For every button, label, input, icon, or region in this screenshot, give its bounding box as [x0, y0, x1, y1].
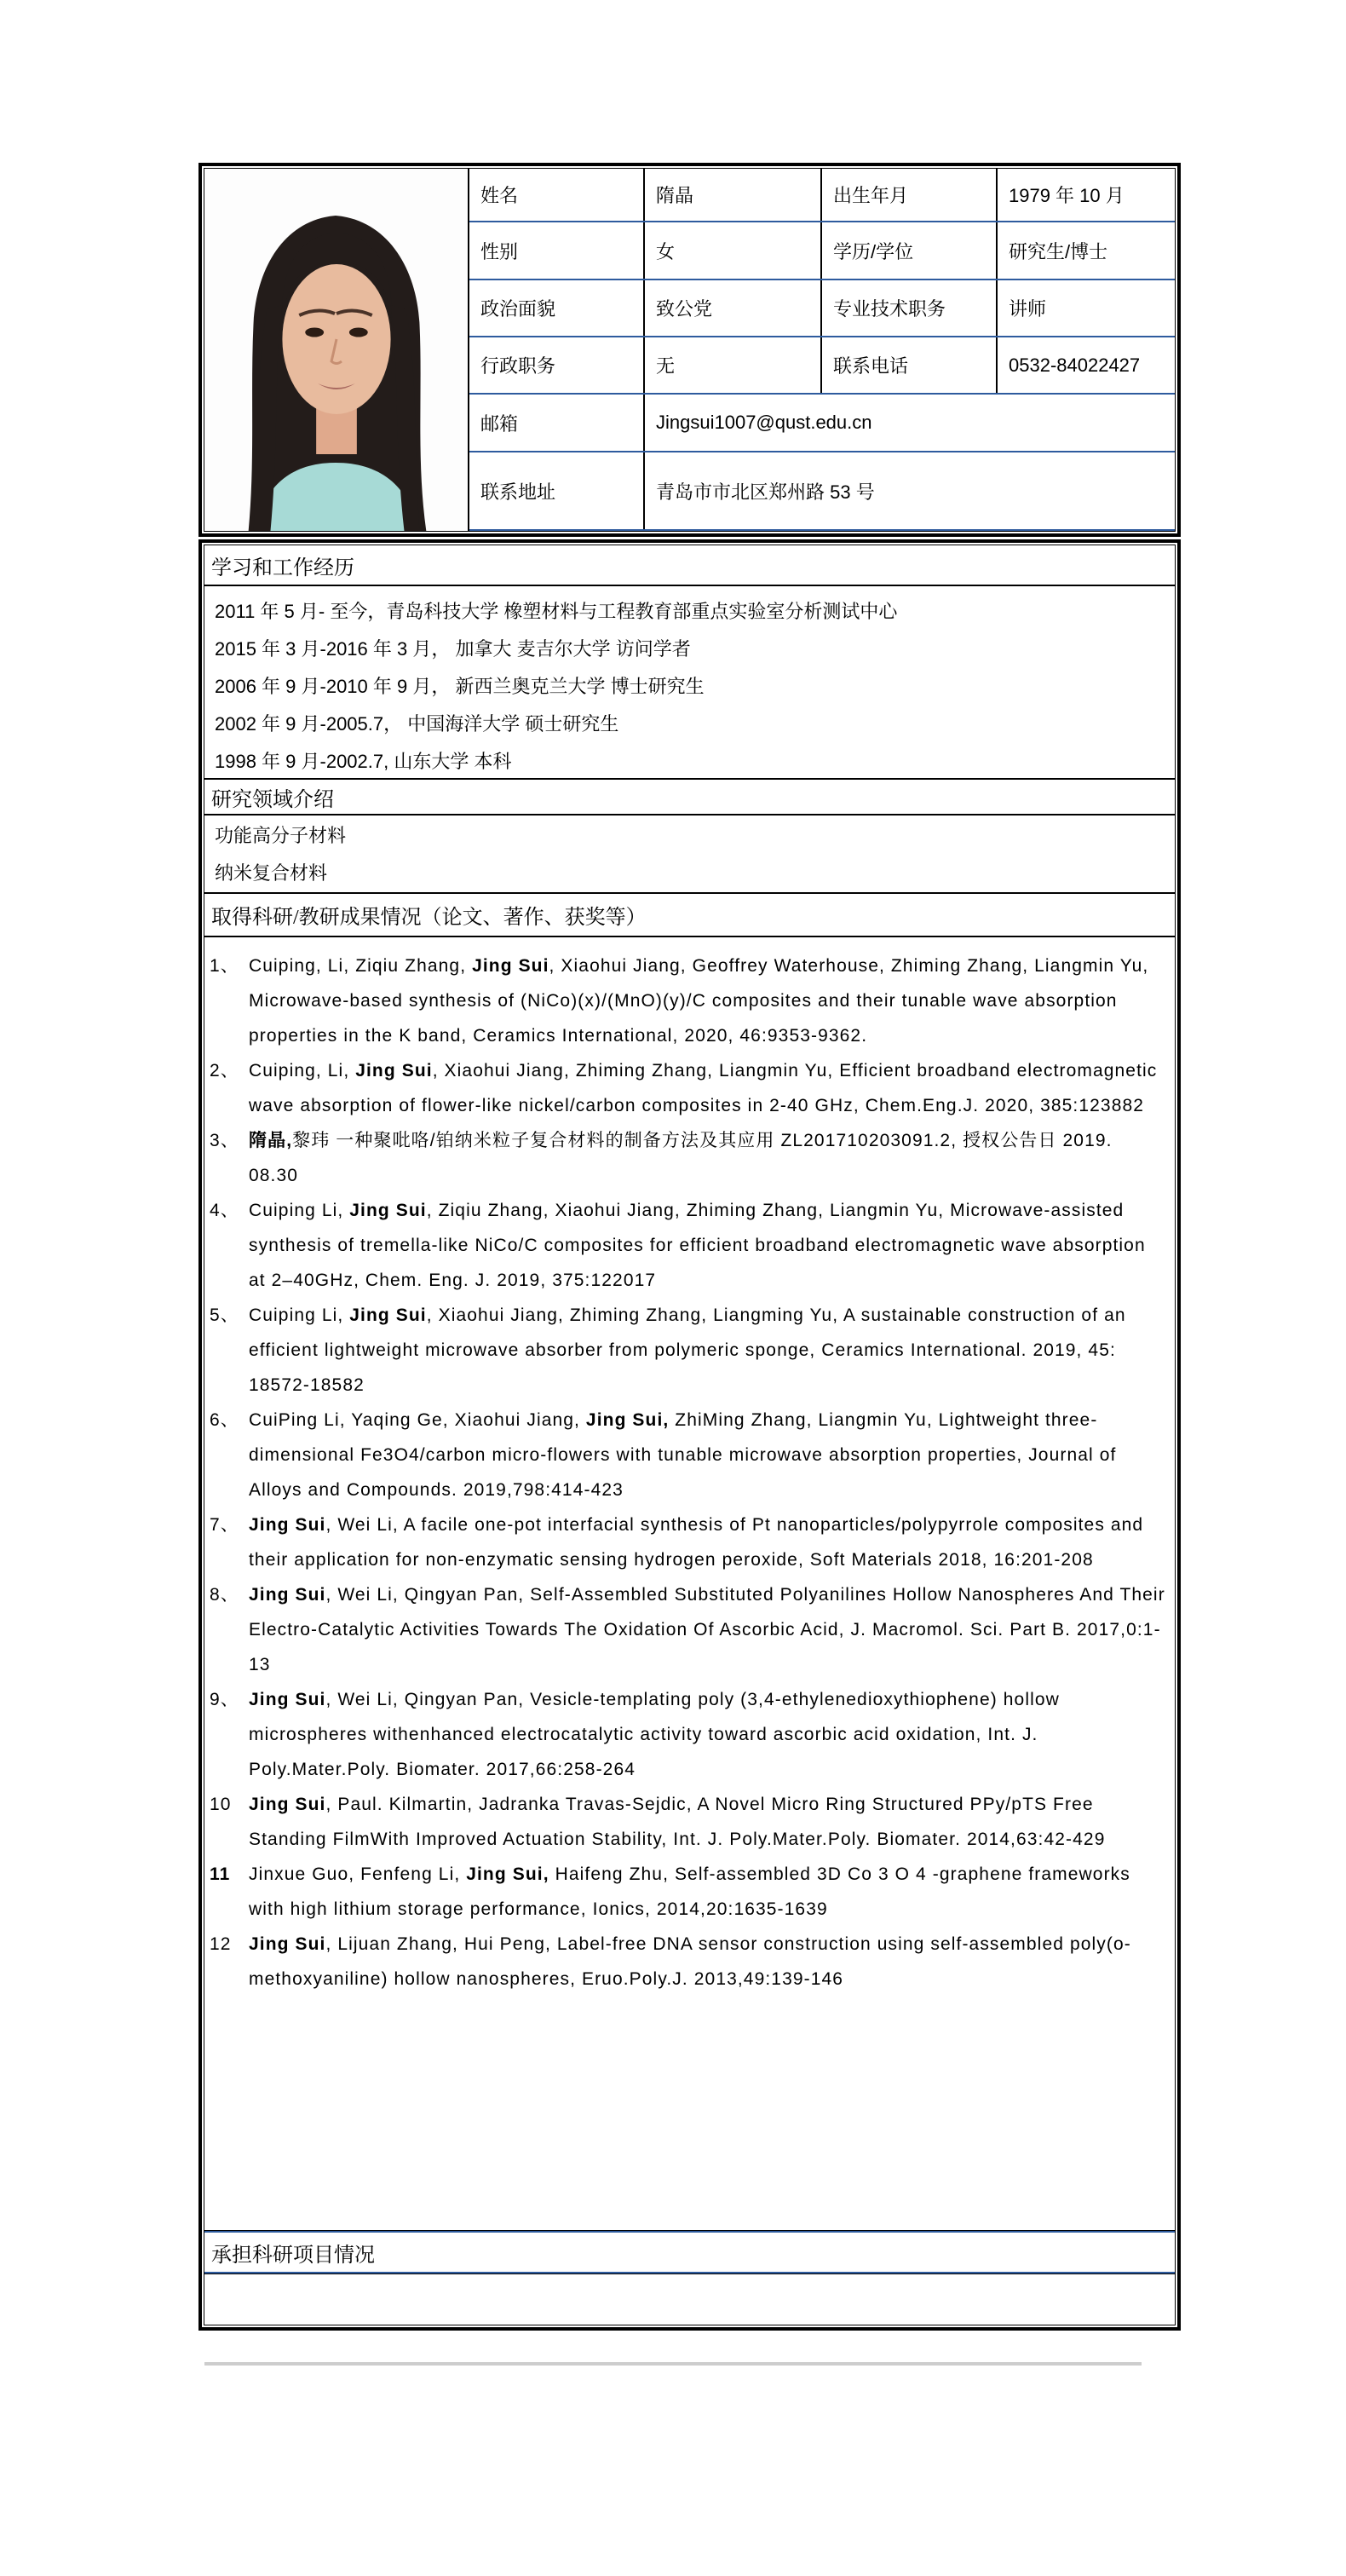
info-row-1: [469, 169, 1175, 222]
publication-text: Jing Sui, Lijuan Zhang, Hui Peng, Label-free DNA sensor construction using self-assembled poly(o-methoxyaniline) hollow nanospheres, Eruo.Poly.J. 2013,49:139-146: [249, 1934, 1131, 1989]
section-header-projects-row: [204, 2230, 1175, 2274]
publication-text: Cuiping, Li, Jing Sui, Xiaohui Jiang, Zhiming Zhang, Liangmin Yu, Efficient broadband electromagnetic wave absorption of flower-like nickel/carbon composites in 2-40 GHz, Chem.Eng.J. 2020, 385:123882: [249, 1061, 1158, 1115]
publication-item: [210, 1403, 1166, 1507]
publication-item: [210, 1787, 1166, 1857]
portrait-photo-drawing: [204, 169, 468, 531]
sections-table: [198, 539, 1181, 2331]
projects-empty-cell: [204, 2274, 1175, 2325]
text-line: 2015 年 3 月-2016 年 3 月， 加拿大 麦吉尔大学 访问学者: [215, 638, 691, 660]
field-label-degree: 学历/学位: [822, 222, 998, 279]
publication-number: 10: [210, 1795, 232, 1814]
field-value-admin-post: 无: [645, 337, 822, 393]
field-value-birthdate: 1979 年 10 月: [1009, 185, 1125, 206]
publication-number: 12: [210, 1934, 232, 1954]
section-header-projects: 承担科研项目情况: [204, 2231, 1175, 2273]
text-line: 2002 年 9 月-2005.7， 中国海洋大学 硕士研究生: [215, 713, 619, 735]
field-label-admin-post: 行政职务: [469, 337, 645, 393]
publication-item: [210, 1577, 1166, 1682]
info-rows: [469, 169, 1175, 531]
publication-text: Jing Sui, Wei Li, Qingyan Pan, Vesicle-templating poly (3,4-ethylenedioxythiophene) hollow microspheres withenhanced electrocatalytic activity toward ascorbic acid oxidation, Int. J. Poly.Mater.Poly. Biomater. 2017,66:258-264: [249, 1690, 1060, 1779]
publication-text: Jing Sui, Wei Li, A facile one-pot interfacial synthesis of Pt nanoparticles/polypyrrole composites and their application for non-enzymatic sensing hydrogen peroxide, Soft Materials 2018, 16:201-208: [249, 1515, 1144, 1570]
field-value-party: 致公党: [645, 280, 822, 336]
publication-item: [210, 1053, 1166, 1123]
page-bottom-divider: [204, 2362, 1142, 2366]
publication-item: [210, 1123, 1166, 1193]
publication-text: Jing Sui, Paul. Kilmartin, Jadranka Travas-Sejdic, A Novel Micro Ring Structured PPy/pTS Free Standing FilmWith Improved Actuation Stability, Int. J. Poly.Mater.Poly. Biomater. 2014,63:42-429: [249, 1795, 1106, 1849]
publication-number: 7、: [210, 1515, 239, 1535]
section-header-achievements: 取得科研/教研成果情况（论文、著作、获奖等）: [204, 894, 1175, 937]
info-row-4: [469, 337, 1175, 395]
info-row-email: [469, 395, 1175, 452]
publication-item: [210, 1193, 1166, 1298]
publication-text: Cuiping Li, Jing Sui, Ziqiu Zhang, Xiaohui Jiang, Zhiming Zhang, Liangmin Yu, Microwave-assisted synthesis of tremella-like NiCo/C composites for efficient broadband electromagnetic wave absorption at 2–40GHz, Chem. Eng. J. 2019, 375:122017: [249, 1201, 1146, 1290]
info-row-address: [469, 452, 1175, 531]
publication-number: 1、: [210, 956, 239, 976]
field-value-email: Jingsui1007@qust.edu.cn: [656, 412, 872, 433]
info-row-2: [469, 222, 1175, 280]
research-lines: [204, 815, 1175, 894]
section-header-history: 学习和工作经历: [204, 545, 1175, 586]
field-label-email: 邮箱: [469, 395, 645, 451]
text-line: 2006 年 9 月-2010 年 9 月， 新西兰奥克兰大学 博士研究生: [215, 676, 705, 697]
info-row-3: [469, 280, 1175, 337]
text-line: 1998 年 9 月-2002.7, 山东大学 本科: [215, 751, 512, 772]
publication-number: 6、: [210, 1410, 239, 1430]
field-label-title: 专业技术职务: [822, 280, 998, 336]
field-label-gender: 性别: [469, 222, 645, 279]
publication-text: Cuiping Li, Jing Sui, Xiaohui Jiang, Zhiming Zhang, Liangming Yu, A sustainable construction of an efficient lightweight microwave absorber from polymeric sponge, Ceramics International. 2019, 45: 18572-18582: [249, 1305, 1126, 1395]
field-value-degree: 研究生/博士: [1009, 240, 1108, 262]
field-label-birthdate: 出生年月: [822, 169, 998, 221]
publication-text: Jinxue Guo, Fenfeng Li, Jing Sui, Haifeng Zhu, Self-assembled 3D Co 3 O 4 -graphene frameworks with high lithium storage performance, Ionics, 2014,20:1635-1639: [249, 1864, 1130, 1919]
publication-item: [210, 1857, 1166, 1927]
publication-item: [210, 1507, 1166, 1577]
publication-item: [210, 1682, 1166, 1787]
field-value-address: 青岛市市北区郑州路 53 号: [656, 481, 875, 503]
field-value-name: 隋晶: [645, 169, 822, 221]
text-line: 2011 年 5 月- 至今，青岛科技大学 橡塑材料与工程教育部重点实验室分析测试中心: [215, 601, 898, 622]
publication-number: 2、: [210, 1061, 239, 1081]
field-label-party: 政治面貌: [469, 280, 645, 336]
text-line: 功能高分子材料: [215, 825, 347, 846]
field-value-title: 讲师: [1009, 298, 1047, 320]
text-line: 纳米复合材料: [215, 862, 328, 884]
field-value-phone: 0532-84022427: [1009, 354, 1141, 376]
publication-text: 隋晶,黎玮 一种聚吡咯/铂纳米粒子复合材料的制备方法及其应用 ZL201710203091.2, 授权公告日 2019. 08.30: [249, 1131, 1113, 1185]
publication-number: 11: [210, 1864, 231, 1884]
publication-item: [210, 948, 1166, 1053]
publication-number: 8、: [210, 1585, 239, 1605]
publication-text: CuiPing Li, Yaqing Ge, Xiaohui Jiang, Jing Sui, ZhiMing Zhang, Liangmin Yu, Lightweight three-dimensional Fe3O4/carbon micro-flowers with tunable microwave absorption properties, Journal of Alloys and Compounds. 2019,798:414-423: [249, 1410, 1117, 1500]
publication-number: 4、: [210, 1201, 239, 1220]
publication-text: Jing Sui, Wei Li, Qingyan Pan, Self-Assembled Substituted Polyanilines Hollow Nanospheres And Their Electro-Catalytic Activities Towards The Oxidation Of Ascorbic Acid, J. Macromol. Sci. Part B. 2017,0:1-13: [249, 1585, 1165, 1674]
section-header-research: 研究领域介绍: [204, 780, 1175, 815]
publication-item: [210, 1927, 1166, 1997]
publication-number: 3、: [210, 1131, 239, 1150]
publication-list: [204, 937, 1175, 2230]
publication-text: Cuiping, Li, Ziqiu Zhang, Jing Sui, Xiaohui Jiang, Geoffrey Waterhouse, Zhiming Zhang, Liangmin Yu, Microwave-based synthesis of (NiCo)(x)/(MnO)(y)/C composites and their tunable wave absorption properties in the K band, Ceramics International, 2020, 46:9353-9362.: [249, 956, 1149, 1046]
history-lines: [204, 586, 1175, 780]
field-label-address: 联系地址: [469, 452, 645, 529]
portrait-photo: [204, 169, 469, 531]
publication-number: 9、: [210, 1690, 239, 1709]
personal-info-table: [198, 163, 1181, 537]
field-label-name: 姓名: [469, 169, 645, 221]
publication-number: 5、: [210, 1305, 239, 1325]
field-value-gender: 女: [645, 222, 822, 279]
publication-item: [210, 1298, 1166, 1403]
field-label-phone: 联系电话: [822, 337, 998, 393]
